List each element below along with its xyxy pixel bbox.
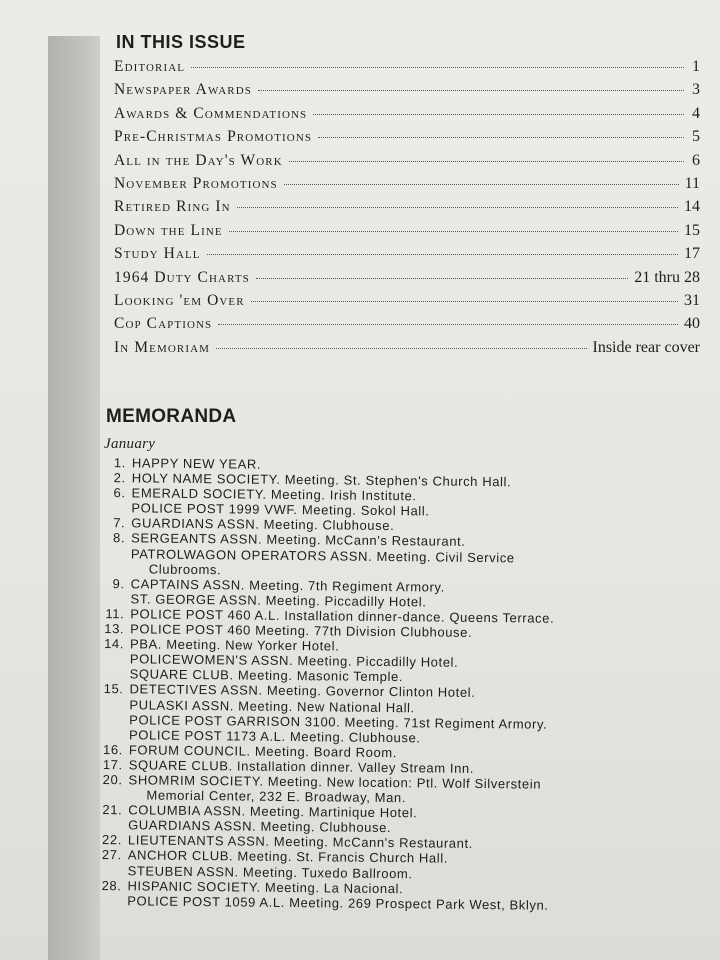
toc-item-page: 11 — [684, 174, 700, 192]
memo-text: POLICEWOMEN'S ASSN. Meeting. Piccadilly Hotel. — [129, 651, 459, 670]
memoranda-month: January — [104, 436, 156, 452]
toc-item-page: 14 — [684, 198, 700, 216]
dot-leader — [313, 114, 684, 115]
memoranda-title: MEMORANDA — [106, 406, 237, 427]
toc-item — [114, 269, 700, 292]
memo-day: 15. — [103, 681, 124, 697]
memo-day: 28. — [101, 877, 122, 893]
memo-text: POLICE POST 1999 VWF. Meeting. Sokol Hall. — [131, 500, 430, 519]
memo-text: HOLY NAME SOCIETY. Meeting. St. Stephen's Church Hall. — [131, 470, 512, 490]
dot-leader — [284, 184, 679, 185]
memo-day: 7. — [113, 515, 126, 531]
toc-item — [114, 339, 700, 362]
dot-leader — [237, 207, 678, 208]
dot-leader — [256, 278, 628, 279]
dot-leader — [229, 231, 678, 232]
memo-text: ST. GEORGE ASSN. Meeting. Piccadilly Hotel. — [130, 591, 427, 610]
memo-day: 11. — [105, 606, 125, 622]
memo-day: 14. — [104, 636, 125, 652]
toc-item-page: 21 thru 28 — [634, 268, 700, 286]
memo-day: 22. — [102, 832, 123, 848]
toc-item-page: 17 — [684, 245, 700, 263]
dot-leader — [289, 161, 684, 162]
memo-day: 17. — [102, 756, 123, 773]
memoranda-list — [95, 455, 720, 914]
toc-item-page: 31 — [684, 291, 700, 309]
toc-item-page: 40 — [684, 315, 700, 333]
memo-text: POLICE POST GARRISON 3100. Meeting. 71st Regiment Armory. — [129, 711, 548, 732]
toc-item — [114, 315, 700, 338]
dot-leader — [218, 324, 678, 325]
toc-item-label: Pre-Christmas Promotions — [114, 128, 313, 146]
memo-day: 21. — [102, 802, 123, 818]
memo-text: HISPANIC SOCIETY. Meeting. La Nacional. — [127, 877, 404, 896]
memo-text: PULASKI ASSN. Meeting. New National Hall. — [129, 696, 415, 715]
toc-item-page: Inside rear cover — [592, 338, 700, 356]
toc-item-label: Retired Ring In — [114, 198, 231, 216]
memo-text: GUARDIANS ASSN. Meeting. Clubhouse. — [128, 817, 392, 836]
toc-item-label: All in the Day's Work — [114, 151, 283, 169]
memo-day: 13. — [104, 621, 125, 637]
memo-text: FORUM COUNCIL. Meeting. Board Room. — [128, 742, 398, 760]
memo-day: 2. — [113, 470, 126, 486]
toc-item-page: 6 — [692, 151, 700, 169]
dot-leader — [216, 348, 586, 349]
memo-text: LIEUTENANTS ASSN. Meeting. McCann's Restaurant. — [127, 832, 473, 852]
toc-item-page: 5 — [692, 128, 700, 146]
dot-leader — [258, 90, 684, 91]
memo-text: DETECTIVES ASSN. Meeting. Governor Clinton Hotel. — [129, 681, 476, 701]
toc-item-label: Editorial — [114, 58, 186, 75]
toc-item — [114, 152, 700, 175]
memo-day: 8. — [113, 530, 126, 546]
memo-day: 9. — [112, 575, 125, 592]
memo-text: GUARDIANS ASSN. Meeting. Clubhouse. — [131, 515, 395, 534]
toc-item — [114, 245, 700, 268]
memo-text: POLICE POST 1173 A.L. Meeting. Clubhouse. — [128, 727, 421, 746]
memo-text: STEUBEN ASSN. Meeting. Tuxedo Ballroom. — [127, 862, 413, 881]
toc-item — [114, 105, 700, 128]
memo-day: 1. — [113, 455, 126, 471]
memo-text: COLUMBIA ASSN. Meeting. Martinique Hotel. — [128, 802, 418, 821]
memo-text: SQUARE CLUB. Meeting. Masonic Temple. — [129, 666, 404, 685]
dot-leader — [207, 254, 678, 255]
toc-item-page: 15 — [684, 221, 700, 239]
dot-leader — [191, 67, 684, 68]
memo-text: PBA. Meeting. New Yorker Hotel. — [129, 636, 340, 654]
memo-text: SERGEANTS ASSN. Meeting. McCann's Restaurant. — [131, 530, 466, 550]
toc-item-page: 4 — [692, 104, 700, 122]
memo-text: POLICE POST 1059 A.L. Meeting. 269 Prospect Park West, Bklyn. — [127, 893, 549, 913]
toc-item-label: Looking 'em Over — [114, 291, 245, 309]
memo-day: 16. — [102, 741, 123, 758]
memo-text: ANCHOR CLUB. Meeting. St. Francis Church Hall. — [127, 847, 449, 867]
memo-text: EMERALD SOCIETY. Meeting. Irish Institute. — [131, 485, 417, 504]
memo-day: 6. — [113, 485, 126, 501]
memo-day: 27. — [101, 847, 122, 863]
toc-item-label: Study Hall — [114, 245, 201, 263]
toc-item-label: November Promotions — [114, 174, 278, 192]
toc-item — [114, 58, 700, 81]
toc-title: IN THIS ISSUE — [116, 32, 246, 52]
toc-item-label: In Memoriam — [114, 338, 211, 356]
memo-text: POLICE POST 460 Meeting. 77th Division Clubhouse. — [130, 621, 473, 640]
memo-text: Memorial Center, 232 E. Broadway, Man. — [146, 787, 407, 806]
memo-text: SQUARE CLUB. Installation dinner. Valley Stream Inn. — [128, 757, 475, 776]
dot-leader — [318, 137, 684, 138]
page-edge-shadow — [48, 36, 100, 960]
memo-text: Clubrooms. — [148, 561, 222, 577]
toc-item — [114, 128, 700, 151]
toc-item-page: 3 — [692, 81, 700, 99]
memo-text: HAPPY NEW YEAR. — [131, 455, 262, 472]
toc-item-label: Newspaper Awards — [114, 81, 252, 99]
dot-leader — [251, 301, 678, 302]
toc-item-label: 1964 Duty Charts — [114, 268, 250, 286]
memo-text: SHOMRIM SOCIETY. Meeting. New location: Ptl. Wolf Silverstein — [128, 772, 542, 792]
toc-item-page: 1 — [692, 58, 700, 75]
toc-item-label: Cop Captions — [114, 315, 213, 333]
toc-item — [114, 292, 700, 315]
toc-item — [114, 222, 700, 245]
memo-text: POLICE POST 460 A.L. Installation dinner-dance. Queens Terrace. — [130, 606, 555, 626]
toc-item — [114, 198, 700, 221]
toc-item — [114, 175, 700, 198]
memo-text: CAPTAINS ASSN. Meeting. 7th Regiment Armory. — [130, 576, 445, 595]
table-of-contents — [114, 58, 700, 362]
toc-item-label: Awards & Commendations — [114, 104, 308, 122]
toc-item-label: Down the Line — [114, 221, 223, 239]
memo-day: 20. — [102, 772, 123, 788]
toc-item — [114, 81, 700, 104]
memo-text: PATROLWAGON OPERATORS ASSN. Meeting. Civil Service — [130, 545, 515, 565]
